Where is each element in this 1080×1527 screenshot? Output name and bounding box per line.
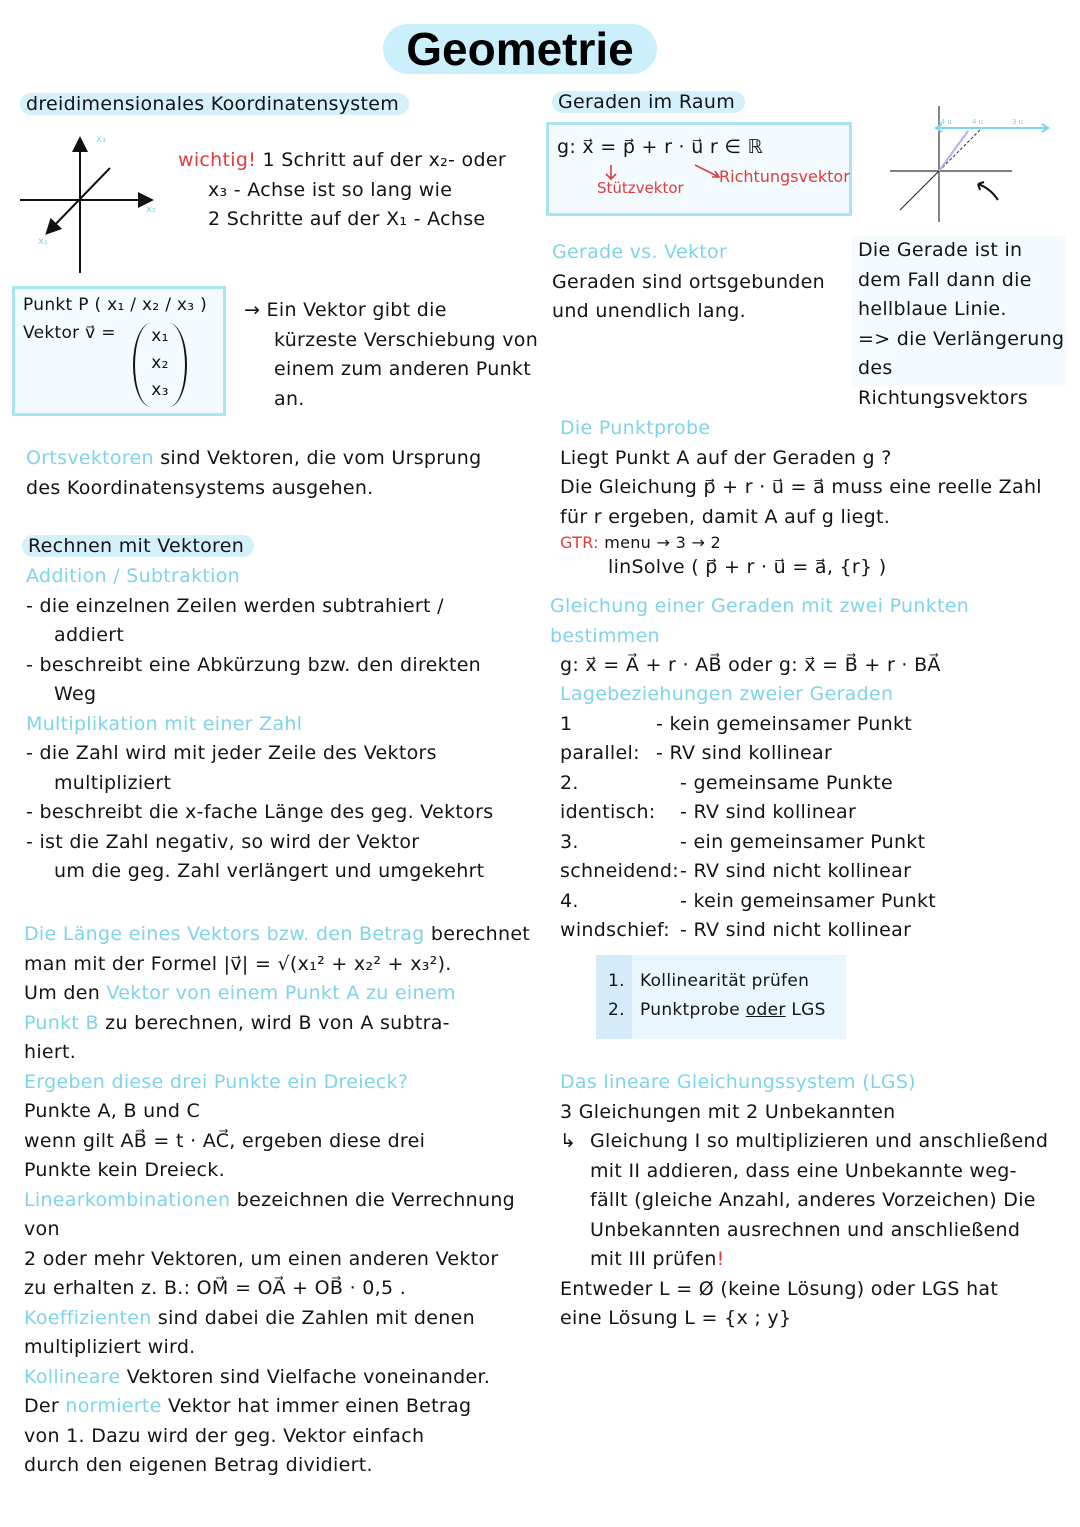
stuetzvektor-label: Stützvektor bbox=[597, 179, 684, 197]
addition-section: Addition / Subtraktion - die einzelnen Zeilen werden subtrahiert / addiert - beschreibt eine Abkürzung bzw. den direkten Weg Multiplikation mit einer Zahl - die Zahl wird mit jeder Zeile des Vektors multipliziert - beschreibt die x-fache Länge des geg. Vektors - ist die Zahl negativ, so wird der Vektor um die geg. Zahl verlängert und umgekehrt bbox=[26, 565, 494, 882]
svg-text:x₂: x₂ bbox=[146, 204, 156, 215]
rechnen-heading: Rechnen mit Vektoren bbox=[22, 532, 254, 562]
vector-matrix: x₁ x₂ x₃ bbox=[133, 323, 187, 407]
vector-definition-note: → Ein Vektor gibt die kürzeste Verschiebung von einem zum anderen Punkt an. bbox=[244, 299, 539, 410]
ortsvektoren-definition: Ortsvektoren sind Vektoren, die vom Ursprung des Koordinatensystems ausgehen. bbox=[26, 447, 482, 499]
svg-text:4·u: 4·u bbox=[972, 118, 984, 126]
two-points-section: Gleichung einer Geraden mit zwei Punkten bestimmen g: x⃗ = A⃗ + r · AB⃗ oder g: x⃗ = B⃗ + r · BA⃗ bbox=[550, 595, 970, 676]
lage-parallel: 1 parallel: - kein gemeinsamer Punkt - RV sind kollinear bbox=[560, 712, 912, 764]
lage-schneidend: 3. schneidend: - ein gemeinsamer Punkt - RV sind nicht kollinear bbox=[560, 830, 926, 882]
svg-text:x₃: x₃ bbox=[96, 134, 106, 145]
richtungsvektor-label: Richtungsvektor bbox=[719, 167, 850, 186]
svg-text:3·u: 3·u bbox=[1012, 118, 1024, 126]
geraden-heading: Geraden im Raum bbox=[552, 88, 745, 118]
important-note: wichtig! 1 Schritt auf der x₂- oder x₃ - Achse ist so lang wie 2 Schritte auf der X₁ - Achse bbox=[178, 149, 506, 230]
lagebeziehungen-section: Lagebeziehungen zweier Geraden 1 parallel: - kein gemeinsamer Punkt - RV sind kollinear 2. identisch: - gemeinsame Punkte - RV sind kollinear 3. schneidend: - ein gemeinsamer Punkt - RV sind nicht kollinear 4. windschief: - kein gemeinsamer Punkt - RV sind nicht kollinear bbox=[560, 680, 1070, 946]
line-equation-box bbox=[546, 122, 852, 216]
page-title: Geometrie bbox=[383, 24, 657, 74]
coordinate-system-diagram-icon bbox=[14, 128, 164, 278]
lgs-section: Das lineare Gleichungssystem (LGS) 3 Gleichungen mit 2 Unbekannten ↳ Gleichung I so multiplizieren und anschließend mit II addieren, dass eine Unbekannte weg- fällt (gleiche Anzahl, anderes Vorzeichen) Die Unbekannten ausrechnen und anschließend mit III prüfen! Entweder L = Ø (keine Lösung) oder LGS hat eine Lösung L = {x ; y} bbox=[560, 1071, 1049, 1329]
line-in-space-diagram-icon bbox=[870, 100, 1070, 230]
point-vector-box: Punkt P ( x₁ / x₂ / x₃ ) Vektor v⃗ = x₁ x₂ x₃ bbox=[12, 286, 226, 416]
diagram-note: Die Gerade ist in dem Fall dann die hellblaue Linie. => die Verlängerung des Richtungsvektors bbox=[852, 236, 1066, 386]
gerade-vs-vektor-section: Gerade vs. Vektor Geraden sind ortsgebunden und unendlich lang. bbox=[552, 241, 825, 322]
vector-length-section: Die Länge eines Vektors bzw. den Betrag berechnet man mit der Formel |v⃗| = √(x₁² + x₂² + x₃²). Um den Vektor von einem Punkt A zu einem Punkt B zu berechnen, wird B von A subtra- hiert. Ergeben diese drei Punkte ein Dreieck? Punkte A, B und C wenn gilt AB⃗ = t · AC⃗, ergeben diese drei Punkte kein Dreieck. Linearkombinationen bezeichnen die Verrechnung von 2 oder mehr Vektoren, um einen anderen Vektor zu erhalten z. B.: OM⃗ = OA⃗ + OB⃗ · 0,5 . Koeffizienten sind dabei die Zahlen mit denen multipliziert wird. Kollineare Vektoren sind Vielfache voneinander. Der normierte Vektor hat immer einen Betrag von 1. Dazu wird der geg. Vektor einfach durch den eigenen Betrag dividiert. bbox=[24, 923, 531, 1476]
lage-identisch: 2. identisch: - gemeinsame Punkte - RV sind kollinear bbox=[560, 771, 893, 823]
svg-text:-4·u: -4·u bbox=[938, 118, 952, 126]
steps-box: 1. Kollinearität prüfen 2. Punktprobe oder LGS bbox=[596, 955, 846, 1039]
lage-windschief: 4. windschief: - kein gemeinsamer Punkt - RV sind nicht kollinear bbox=[560, 889, 936, 941]
coord-system-heading: dreidimensionales Koordinatensystem bbox=[20, 90, 409, 120]
svg-text:x₁: x₁ bbox=[38, 236, 48, 247]
line-equation: g: x⃗ = p⃗ + r · u⃗ r ∈ ℝ bbox=[557, 136, 763, 158]
punktprobe-section: Die Punktprobe Liegt Punkt A auf der Geraden g ? Die Gleichung p⃗ + r · u⃗ = a⃗ muss eine reelle Zahl für r ergeben, damit A auf g liegt. GTR: menu → 3 → 2 linSolve ( p⃗ + r · u⃗ = a⃗, {r} ) bbox=[560, 417, 1042, 578]
